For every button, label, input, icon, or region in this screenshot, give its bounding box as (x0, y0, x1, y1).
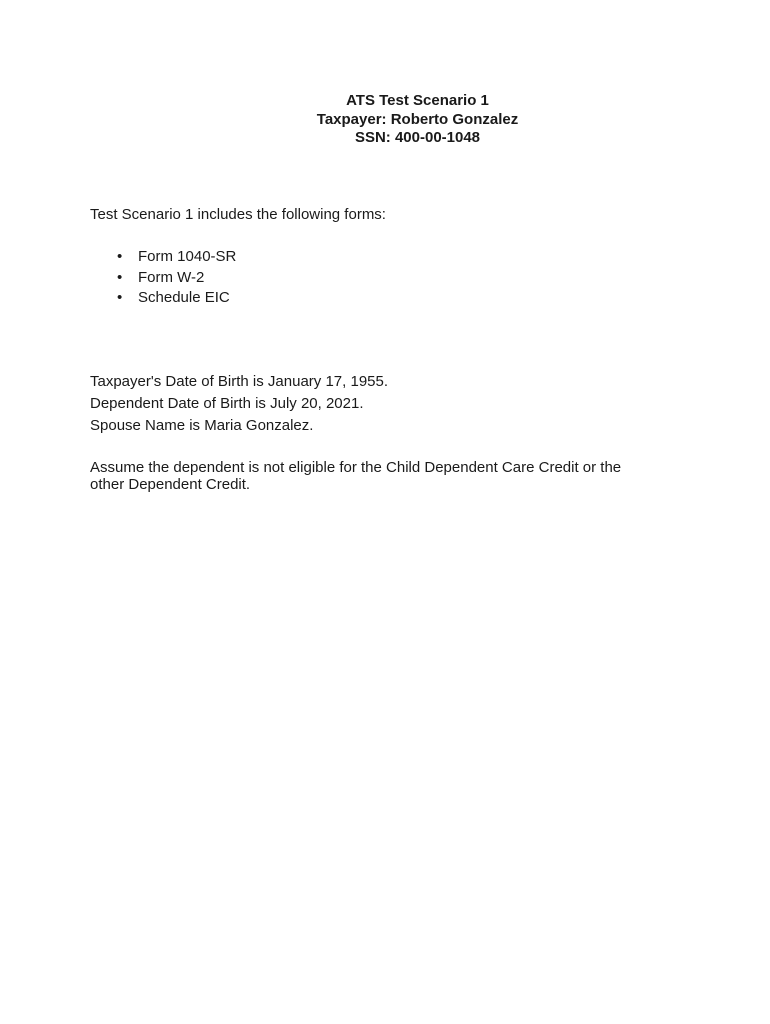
dependent-assumption: Assume the dependent is not eligible for the Child Dependent Care Credit or the other Dependent Credit. (90, 459, 622, 493)
list-item (90, 288, 236, 309)
form-name: Form W-2 (138, 268, 205, 286)
taxpayer-name: Taxpayer: Roberto Gonzalez (316, 110, 519, 128)
list-item (90, 268, 236, 289)
bullet-icon: • (117, 268, 123, 286)
forms-intro: Test Scenario 1 includes the following forms: (90, 206, 386, 223)
forms-list (90, 247, 236, 309)
scenario-title: ATS Test Scenario 1 (346, 92, 489, 109)
form-name: Schedule EIC (138, 289, 230, 306)
scenario-facts (90, 371, 388, 437)
taxpayer-dob: Taxpayer's Date of Birth is January 17, 1955. (90, 373, 389, 390)
document-header (0, 92, 770, 148)
taxpayer-ssn: SSN: 400-00-1048 (354, 129, 481, 146)
spouse-name: Spouse Name is Maria Gonzalez. (90, 417, 314, 434)
bullet-icon: • (117, 248, 123, 265)
bullet-icon: • (117, 289, 123, 306)
form-name: Form 1040-SR (138, 248, 237, 265)
dependent-dob: Dependent Date of Birth is July 20, 2021. (90, 395, 364, 412)
list-item (90, 247, 236, 268)
